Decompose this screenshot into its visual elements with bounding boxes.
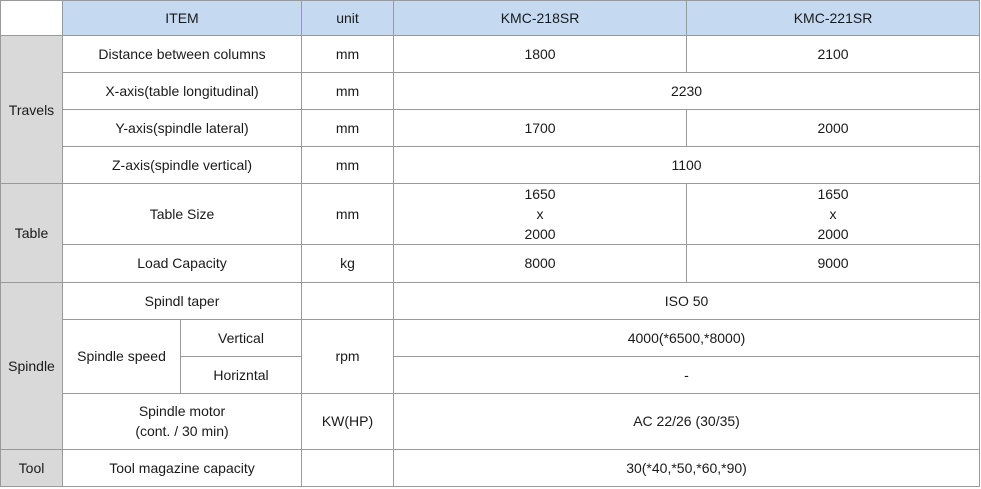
value-model-a: 1700 [394,110,687,147]
value-model-b: 2100 [687,36,980,73]
table-row [1,449,980,486]
row-unit: mm [302,110,394,147]
row-label-spindle-speed: Spindle speed [63,319,181,393]
row-label: Z-axis(spindle vertical) [63,147,302,184]
sub-label-vertical: Vertical [181,319,302,356]
value-model-a: 1800 [394,36,687,73]
header-unit: unit [302,1,394,36]
row-label: Spindle motor (cont. / 30 min) [63,393,302,449]
category-travels: Travels [1,36,63,184]
value-shared: AC 22/26 (30/35) [394,393,980,449]
sub-label-horizontal: Horizntal [181,356,302,393]
header-model-b: KMC-221SR [687,1,980,36]
value-model-b: 2000 [687,110,980,147]
value-shared: 4000(*6500,*8000) [394,319,980,356]
row-label: X-axis(table longitudinal) [63,73,302,110]
category-spindle: Spindle [1,282,63,449]
table-row [1,393,980,449]
category-tool: Tool [1,449,63,486]
table-row [1,184,980,245]
row-label: Table Size [63,184,302,245]
table-row [1,319,980,356]
value-shared: 30(*40,*50,*60,*90) [394,449,980,486]
row-label: Distance between columns [63,36,302,73]
table-row [1,110,980,147]
row-unit: kg [302,245,394,282]
row-label: Tool magazine capacity [63,449,302,486]
header-item: ITEM [63,1,302,36]
value-model-a: 1650 x 2000 [394,184,687,245]
value-model-b: 9000 [687,245,980,282]
row-unit: mm [302,36,394,73]
value-shared: 1100 [394,147,980,184]
header-model-a: KMC-218SR [394,1,687,36]
header-row [1,1,980,36]
row-label: Load Capacity [63,245,302,282]
table-row [1,73,980,110]
row-unit [302,449,394,486]
row-unit: mm [302,147,394,184]
header-corner-cell [1,1,63,36]
value-shared: - [394,356,980,393]
value-model-b: 1650 x 2000 [687,184,980,245]
value-shared: 2230 [394,73,980,110]
value-shared: ISO 50 [394,282,980,319]
row-unit [302,282,394,319]
category-table: Table [1,184,63,282]
row-unit: mm [302,73,394,110]
row-unit: mm [302,184,394,245]
row-unit: KW(HP) [302,393,394,449]
value-model-a: 8000 [394,245,687,282]
table-row [1,147,980,184]
table-row [1,282,980,319]
table-row [1,245,980,282]
row-label: Y-axis(spindle lateral) [63,110,302,147]
row-unit: rpm [302,319,394,393]
table-row [1,36,980,73]
row-label: Spindl taper [63,282,302,319]
